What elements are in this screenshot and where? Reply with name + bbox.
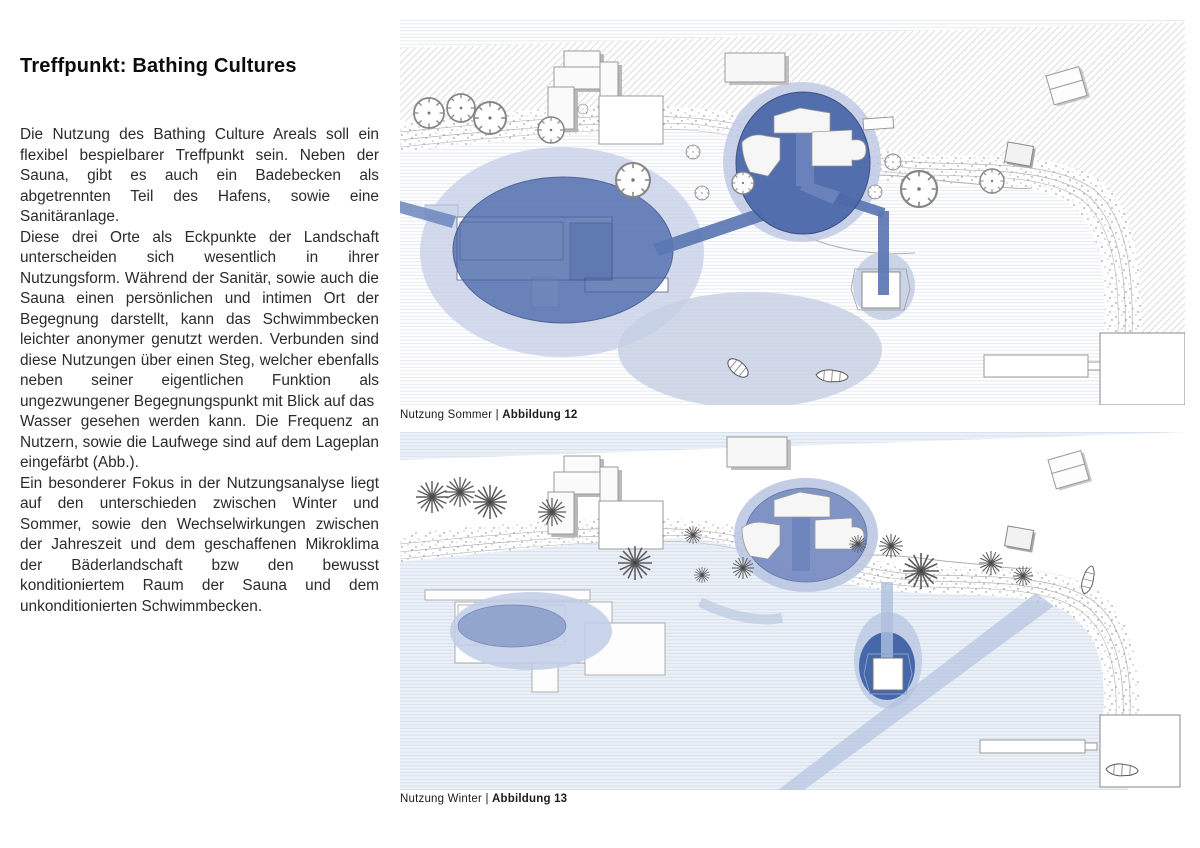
boat-zone xyxy=(618,292,882,405)
sauna-zone xyxy=(736,92,870,234)
body-paragraph: Die Nutzung des Bathing Culture Areals soll ein flexibel bespielbarer Treffpunkt sein. Neben der Sauna, gibt es auch ein Badebecken als abgetrennten Teil des Hafens, sowie eine Sanitäranlage. xyxy=(20,126,379,225)
pool-zone-winter xyxy=(458,605,566,647)
figure-caption-label: Nutzung Sommer | xyxy=(400,409,499,421)
site-plan-summer-map xyxy=(400,20,1185,405)
figure-caption xyxy=(400,793,567,805)
tree-icon xyxy=(474,102,506,134)
figure-summer xyxy=(400,20,1185,405)
tree-icon xyxy=(686,145,700,159)
sanitary-building xyxy=(873,658,903,690)
page-title: Treffpunkt: Bathing Cultures xyxy=(20,55,297,78)
bare-tree-icon xyxy=(694,567,710,583)
figure-caption xyxy=(400,409,578,421)
bare-tree-icon xyxy=(903,553,939,589)
harbor-platform xyxy=(1100,715,1180,787)
harbor-platform xyxy=(1100,333,1185,405)
tree-icon xyxy=(414,98,444,128)
tree-icon xyxy=(885,154,901,170)
bare-tree-icon xyxy=(538,498,566,526)
tree-icon xyxy=(732,172,754,194)
tree-icon xyxy=(695,186,709,200)
tree-icon xyxy=(901,171,937,207)
body-paragraph: Diese drei Orte als Eckpunkte der Landschaft unterscheiden sich wesentlich in ihrer Nutzungsform. Während der Sanitär, sowie auch die Sauna einen persönlichen und intimen Ort der Begegnung darstellt, kann das Schwimmbecken leichter anonymer genutzt werden. Verbunden sind diese Nutzungen über einen Steg, welcher ebenfalls neben seiner eigentlichen Funktion als ungezwungener Begegnungspunkt mit Blick auf das xyxy=(20,228,379,410)
bare-tree-icon xyxy=(684,526,702,544)
tree-icon xyxy=(616,163,650,197)
figure-caption-label: Nutzung Winter | xyxy=(400,793,489,805)
tree-icon xyxy=(447,94,475,122)
bare-tree-icon xyxy=(445,477,475,507)
bare-tree-icon xyxy=(1013,566,1033,586)
pier xyxy=(980,740,1085,753)
site-plan-winter-map xyxy=(400,432,1185,790)
body-paragraph: Ein besonderer Fokus in der Nutzungsanalyse liegt auf den unterschieden zwischen Winter und Sommer, sowie den Wechselwirkungen zwischen der Jahreszeit und dem geschaffenen Mikroklima der Bäderlandschaft bzw den bewusst konditioniertem Raum der Sauna und dem unkonditionierten Schwimmbecken. xyxy=(20,474,379,615)
tree-icon xyxy=(868,185,882,199)
pier xyxy=(984,355,1088,377)
body-text-column xyxy=(20,125,379,617)
figure-caption-ref: Abbildung 13 xyxy=(492,793,568,805)
figure-winter xyxy=(400,432,1185,790)
bare-tree-icon xyxy=(849,535,867,553)
tree-icon xyxy=(538,117,564,143)
tree-icon xyxy=(578,104,588,114)
figure-caption-ref: Abbildung 12 xyxy=(502,409,578,421)
tree-icon xyxy=(980,169,1004,193)
body-paragraph: Wasser gesehen werden kann. Die Frequenz an Nutzern, sowie die Laufwege sind auf dem Lageplan eingefärbt (Abb.). xyxy=(20,413,379,471)
